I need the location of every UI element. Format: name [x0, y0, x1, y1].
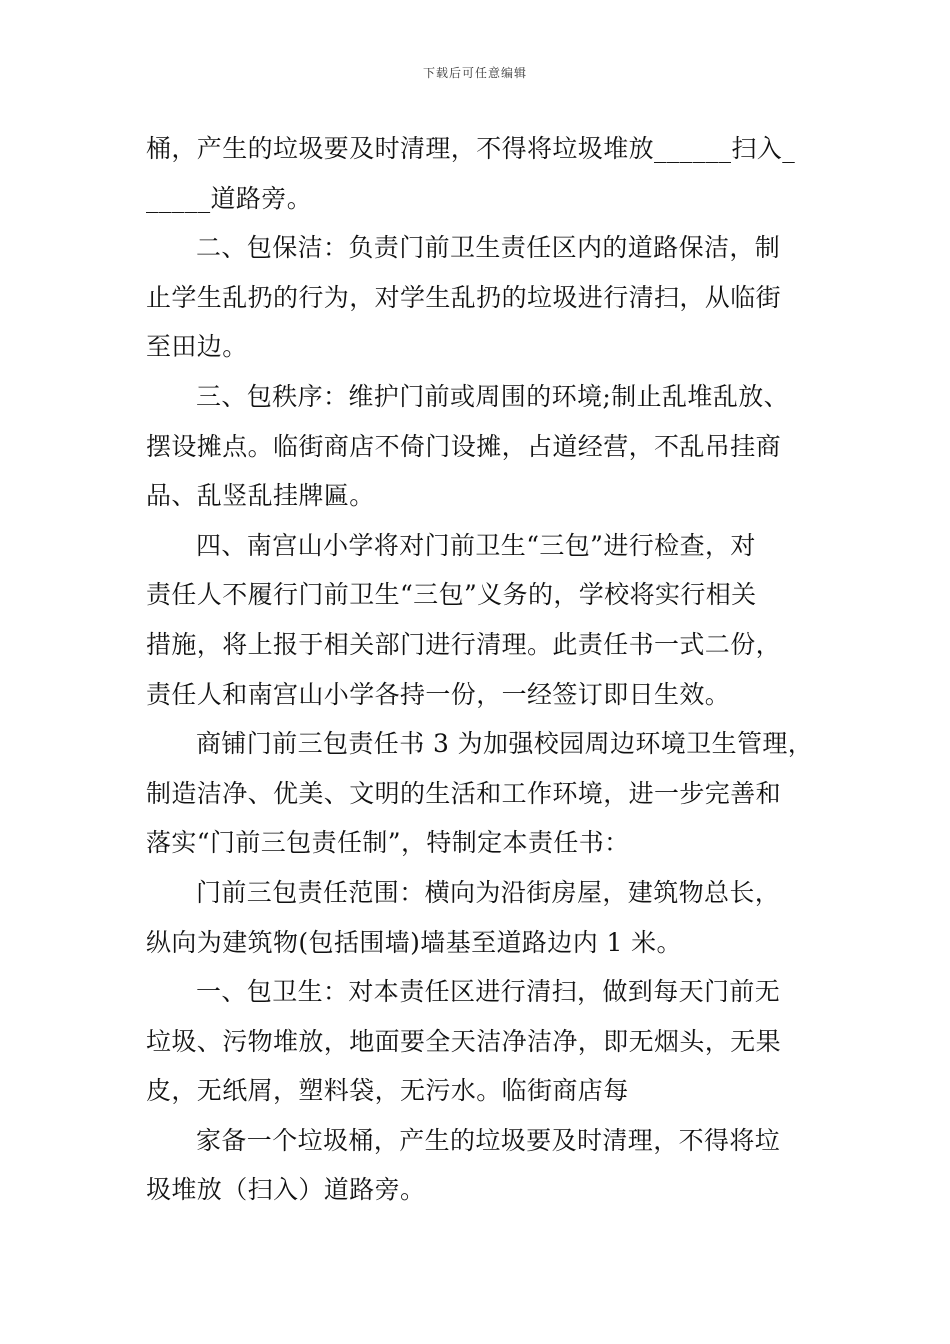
text-line: 品、乱竖乱挂牌匾。: [146, 481, 375, 511]
text-line: _____道路旁。: [146, 183, 313, 213]
text-line: 二、包保洁：负责门前卫生责任区内的道路保洁，制: [196, 233, 781, 263]
text-line: 责任人和南宫山小学各持一份，一经签订即日生效。: [146, 679, 731, 709]
text-line: 桶，产生的垃圾要及时清理，不得将垃圾堆放______扫入_: [146, 134, 796, 163]
text-line: 三、包秩序：维护门前或周围的环境;制止乱堆乱放、: [196, 381, 790, 411]
text-line: 止学生乱扔的行为，对学生乱扔的垃圾进行清扫，从临街: [146, 282, 782, 312]
text-line: 摆设摊点。临街商店不倚门设摊，占道经营，不乱吊挂商: [146, 431, 782, 461]
text-line: 责任人不履行门前卫生“三包”义务的，学校将实行相关: [146, 580, 757, 610]
text-line: 纵向为建筑物(包括围墙)墙基至道路边内 1 米。: [146, 927, 682, 957]
text-line: 垃圾、污物堆放，地面要全天洁净洁净，即无烟头，无果: [146, 1026, 782, 1056]
text-line: 门前三包责任范围：横向为沿街房屋，建筑物总长，: [196, 877, 781, 907]
text-line: 圾堆放（扫入）道路旁。: [146, 1175, 426, 1205]
text-line: 一、包卫生：对本责任区进行清扫，做到每天门前无: [196, 977, 781, 1007]
page-header: 下载后可任意编辑: [422, 66, 527, 80]
text-line: 四、南宫山小学将对门前卫生“三包”进行检查，对: [196, 530, 756, 560]
text-line: 皮，无纸屑，塑料袋，无污水。临街商店每: [146, 1076, 629, 1106]
text-line: 落实“门前三包责任制”，特制定本责任书：: [146, 828, 630, 858]
text-line: 至田边。: [146, 332, 248, 362]
text-line: 制造洁净、优美、文明的生活和工作环境，进一步完善和: [146, 778, 782, 808]
document-body: [146, 124, 814, 1215]
text-line: 家备一个垃圾桶，产生的垃圾要及时清理，不得将垃: [196, 1125, 781, 1155]
text-line: 措施，将上报于相关部门进行清理。此责任书一式二份，: [146, 629, 782, 659]
text-line: 商铺门前三包责任书 3 为加强校园周边环境卫生管理，: [196, 729, 814, 759]
